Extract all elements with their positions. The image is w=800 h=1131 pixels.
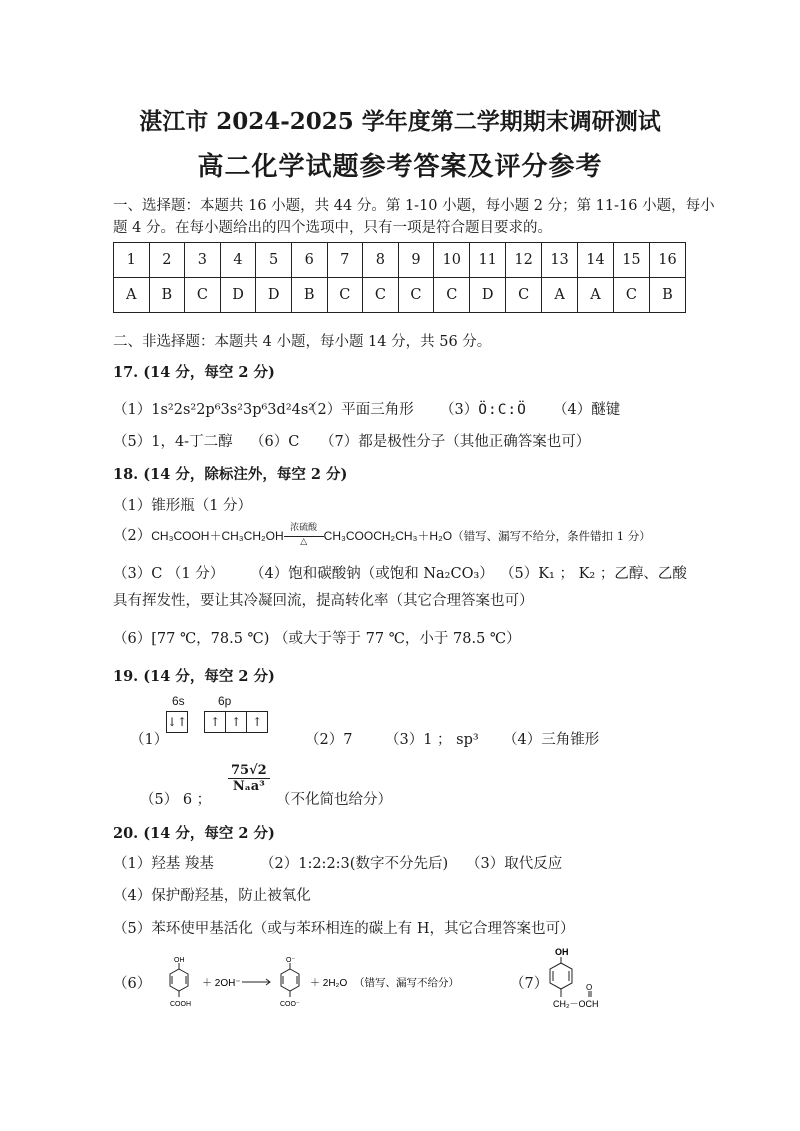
reaction-arrow-icon (242, 979, 270, 985)
benzene-ring-icon (170, 963, 188, 997)
q18-a2-label: （2） (113, 528, 152, 544)
q17-a1-config: 1s²2s²2p⁶3s²3p⁶3d²4s² (151, 402, 315, 418)
answer-cell: D (470, 278, 506, 313)
hydroxide-reagent: ＋ 2OH⁻ (202, 978, 241, 989)
answer-cell: C (613, 278, 649, 313)
q17-answer-4: （4）醚键 (553, 402, 621, 418)
number-cell: 4 (220, 243, 256, 278)
hydroxyl-label: OH (174, 957, 185, 964)
q17-answer-7: （7）都是极性分子（其他正确答案也可） (320, 434, 591, 450)
number-cell: 5 (256, 243, 292, 278)
answer-cell: C (363, 278, 399, 313)
q18-answer-5: （5）K₁ ； K₂ ；乙醇、乙酸 (500, 566, 687, 582)
reaction-arrow (284, 522, 324, 547)
number-cell: 2 (149, 243, 185, 278)
q18-title: 18. (14 分，除标注外，每空 2 分) (113, 466, 348, 483)
esterification-reactants: CH₃COOH＋CH₃CH₂OH (151, 529, 284, 543)
number-cell: 11 (470, 243, 506, 278)
benzene-ring-icon (550, 957, 591, 997)
q18-answer-6: （6）[77 ℃，78.5 ℃) （或大于等于 77 ℃，小于 78.5 ℃） (113, 631, 521, 647)
q20-a7-label: （7） (510, 976, 549, 992)
q20-title: 20. (14 分，每空 2 分) (113, 825, 275, 842)
density-fraction (228, 763, 270, 794)
carbonyl-oxygen-label: O (586, 983, 593, 992)
q19-a5-label: （5） 6 ； (140, 792, 212, 808)
q17-answer-2: （2）平面三角形 (303, 402, 414, 418)
number-cell: 6 (291, 243, 327, 278)
orbital-6s-box: ↓↑ (166, 711, 188, 733)
formate-ester-group: CH₂－OCH (553, 999, 599, 1009)
q20-a6-label: （6） (113, 976, 152, 992)
q19-answer-4: （4）三角锥形 (503, 732, 600, 748)
section2-title: 二、非选择题：本题共 4 小题，每小题 14 分，共 56 分。 (113, 334, 492, 350)
q17-title: 17. (14 分，每空 2 分) (113, 364, 275, 381)
catalyst-label: 浓硫酸 (290, 522, 318, 533)
number-cell: 8 (363, 243, 399, 278)
carboxylate-label: COO⁻ (280, 1001, 300, 1008)
q19-a5-note: （不化简也给分） (276, 792, 392, 808)
answer-cell: C (398, 278, 434, 313)
answer-table-answer-row (114, 278, 686, 313)
answer-cell: A (542, 278, 578, 313)
q18-answer-5-continued: 具有挥发性，要让其冷凝回流，提高转化率（其它合理答案也可） (113, 593, 534, 609)
q20-answer-1: （1）羟基 羧基 (113, 856, 214, 872)
q20-answer-5: （5）苯环使甲基活化（或与苯环相连的碳上有 H，其它合理答案也可） (113, 921, 575, 937)
orbital-6p-box: ↑ (226, 711, 247, 733)
co2-electron-formula: Ö:C:Ö (478, 402, 527, 418)
heat-label: △ (300, 536, 308, 547)
answer-cell: C (327, 278, 363, 313)
number-cell: 12 (506, 243, 542, 278)
q17-a3-label: （3） (440, 402, 479, 418)
answer-cell: D (256, 278, 292, 313)
fraction-denominator: Nₐa³ (232, 779, 265, 794)
q18-answer-2 (113, 524, 651, 545)
number-cell: 14 (578, 243, 614, 278)
q17-a1-label: （1） (113, 402, 152, 418)
orbital-6p-label: 6p (218, 694, 232, 708)
number-cell: 7 (327, 243, 363, 278)
orbital-6p-box: ↑ (204, 711, 226, 733)
q19-a1-label: （1） (130, 732, 169, 748)
q17-answer-3 (440, 398, 527, 419)
orbital-diagram (166, 711, 268, 733)
answer-cell: A (114, 278, 150, 313)
q19-answer-3: （3）1 ； sp³ (385, 732, 479, 748)
page-subtitle: 高二化学试题参考答案及评分参考 (197, 152, 603, 182)
esterification-products: CH₃COOCH₂CH₃＋H₂O (323, 529, 453, 543)
answer-cell: C (434, 278, 470, 313)
answer-cell: B (649, 278, 685, 313)
number-cell: 9 (398, 243, 434, 278)
q18-answer-4: （4）饱和碳酸钠（或饱和 Na₂CO₃） (250, 566, 494, 582)
answer-table-number-row (114, 243, 686, 278)
q18-answer-1: （1）锥形瓶（1 分） (113, 498, 253, 514)
fraction (228, 763, 270, 794)
carboxyl-label: COOH (170, 1001, 191, 1008)
answer-cell: D (220, 278, 256, 313)
section1-intro-line1: 一、选择题：本题共 16 小题，共 44 分。第 1-10 小题，每小题 2 分；第 11-16 小题，每小 (113, 198, 715, 214)
section1-intro-line2: 题 4 分。在每小题给出的四个选项中，只有一项是符合题目要求的。 (113, 220, 552, 236)
page-title: 湛江市 2024-2025 学年度第二学期期末调研测试 (139, 108, 661, 135)
q17-answer-5: （5）1，4-丁二醇 (113, 434, 233, 450)
orbital-6p-box: ↑ (247, 711, 268, 733)
orbital-6s-label: 6s (172, 694, 185, 708)
benzene-ring-icon (281, 963, 299, 997)
answer-cell: B (291, 278, 327, 313)
answer-cell: A (578, 278, 614, 313)
number-cell: 1 (114, 243, 150, 278)
q20-answer-4: （4）保护酚羟基，防止被氧化 (113, 888, 311, 904)
q19-answer-2: （2）7 (305, 732, 353, 748)
q20-answer-3: （3）取代反应 (466, 856, 563, 872)
q17-answer-6: （6）C (250, 434, 300, 450)
q20-a6-note: （错写、漏写不给分） (354, 977, 459, 989)
q20-answer-2: （2）1:2:2:3(数字不分先后) (260, 856, 449, 872)
answer-table (113, 242, 686, 313)
product-structure-diagram (545, 945, 635, 1020)
q19-title: 19. (14 分，每空 2 分) (113, 668, 275, 685)
number-cell: 13 (542, 243, 578, 278)
number-cell: 10 (434, 243, 470, 278)
number-cell: 15 (613, 243, 649, 278)
q18-answer-3: （3）C （1 分） (113, 566, 225, 582)
number-cell: 3 (185, 243, 221, 278)
answer-cell: C (506, 278, 542, 313)
phenol-reaction-diagram (150, 955, 550, 1015)
q18-a2-note: （错写、漏写不给分，条件错扣 1 分） (452, 529, 651, 543)
fraction-numerator: 75√2 (228, 763, 270, 779)
answer-cell: C (185, 278, 221, 313)
answer-cell: B (149, 278, 185, 313)
hydroxyl-label: OH (555, 947, 569, 957)
water-product: ＋ 2H₂O (310, 978, 348, 989)
phenoxide-label: O⁻ (286, 957, 296, 964)
q17-answer-1 (113, 398, 314, 419)
number-cell: 16 (649, 243, 685, 278)
